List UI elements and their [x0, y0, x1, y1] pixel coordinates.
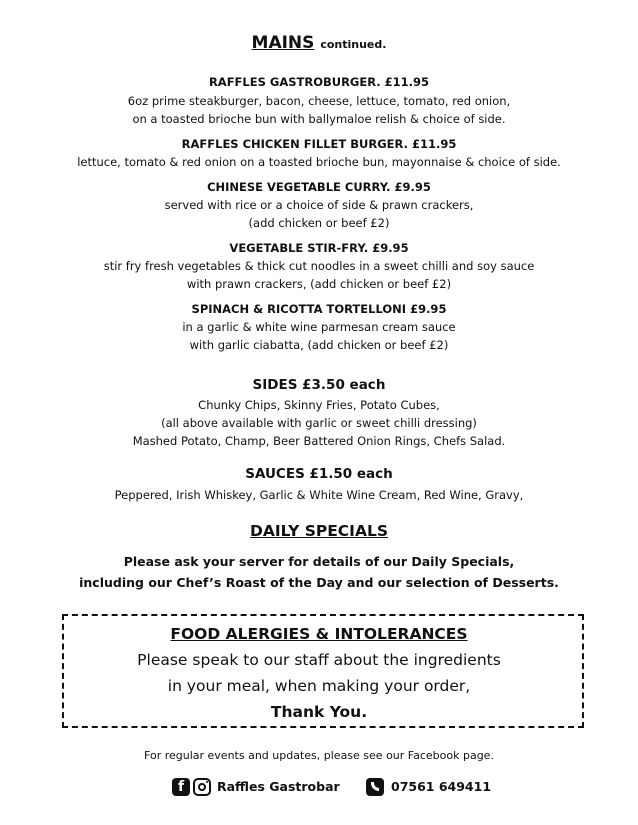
instagram-icon[interactable] [193, 778, 211, 796]
mains-subtitle: continued. [320, 38, 387, 51]
sides-heading: SIDES £3.50 each [252, 377, 386, 393]
dish-description: lettuce, tomato & red onion on a toasted brioche bun, mayonnaise & choice of side. [77, 155, 561, 169]
sides-line: (all above available with garlic or sweet chilli dressing) [161, 416, 477, 430]
social-handle: Raffles Gastrobar [217, 779, 340, 794]
allergy-line: in your meal, when making your order, [167, 677, 471, 695]
sides-line: Chunky Chips, Skinny Fries, Potato Cubes, [198, 398, 440, 412]
sauces-heading: SAUCES £1.50 each [245, 466, 393, 482]
specials-line: including our Chef’s Roast of the Day and our selection of Desserts. [79, 575, 559, 590]
dish-name: VEGETABLE STIR-FRY. £9.95 [229, 241, 409, 255]
phone-number[interactable]: 07561 649411 [391, 779, 492, 794]
mains-title: MAINS [251, 33, 315, 53]
dish-name: CHINESE VEGETABLE CURRY. £9.95 [207, 180, 431, 194]
dish-description: served with rice or a choice of side & prawn crackers, [164, 198, 474, 212]
allergy-line: Please speak to our staff about the ingredients [137, 651, 501, 669]
dish-description: (add chicken or beef £2) [248, 216, 390, 230]
dish-description: with garlic ciabatta, (add chicken or beef £2) [189, 338, 449, 352]
allergy-thanks: Thank You. [270, 703, 368, 721]
facebook-icon[interactable]: f [172, 778, 190, 796]
footer-note: For regular events and updates, please see our Facebook page. [144, 749, 494, 762]
allergy-heading: FOOD ALERGIES & INTOLERANCES [170, 625, 468, 643]
dish-name: SPINACH & RICOTTA TORTELLONI £9.95 [191, 302, 447, 316]
specials-line: Please ask your server for details of our Daily Specials, [123, 554, 515, 569]
dish-description: 6oz prime steakburger, bacon, cheese, lettuce, tomato, red onion, [127, 94, 511, 108]
dish-name: RAFFLES GASTROBURGER. £11.95 [208, 75, 430, 89]
sauces-line: Peppered, Irish Whiskey, Garlic & White Wine Cream, Red Wine, Gravy, [114, 488, 524, 502]
daily-specials-heading: DAILY SPECIALS [249, 522, 388, 540]
dish-name: RAFFLES CHICKEN FILLET BURGER. £11.95 [181, 137, 457, 151]
dish-description: stir fry fresh vegetables & thick cut noodles in a sweet chilli and soy sauce [103, 259, 535, 273]
dish-description: with prawn crackers, (add chicken or beef £2) [186, 277, 452, 291]
dish-description: in a garlic & white wine parmesan cream sauce [182, 320, 456, 334]
dish-description: on a toasted brioche bun with ballymaloe relish & choice of side. [132, 112, 506, 126]
sides-line: Mashed Potato, Champ, Beer Battered Onion Rings, Chefs Salad. [132, 434, 506, 448]
phone-icon [366, 778, 384, 796]
page-title [0, 33, 638, 53]
contact-row [0, 778, 638, 800]
